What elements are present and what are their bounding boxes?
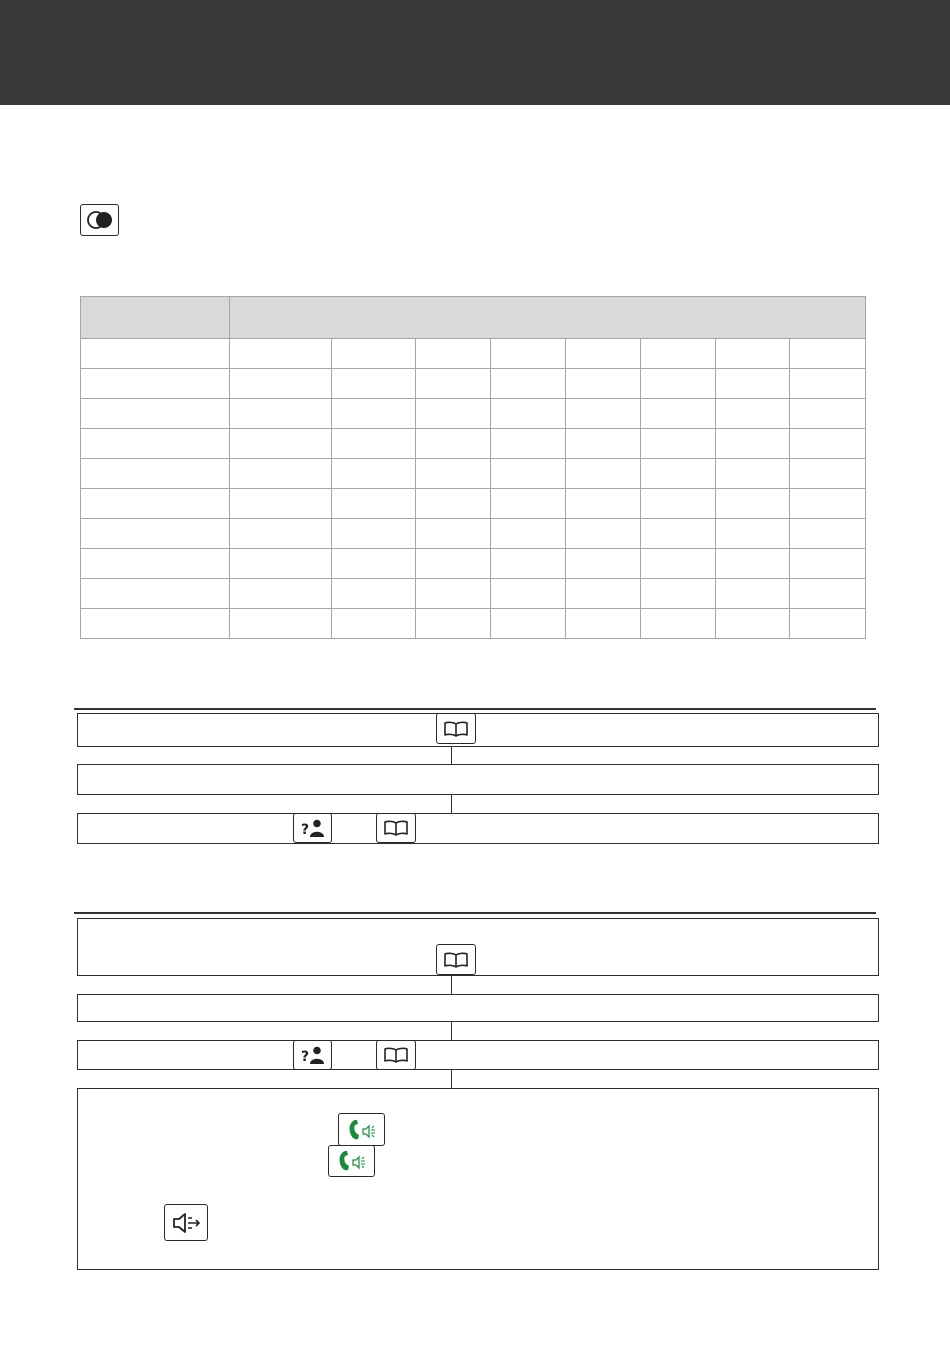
table-cell bbox=[332, 519, 416, 549]
table-cell bbox=[565, 399, 641, 429]
settings-table bbox=[80, 296, 866, 639]
table-cell bbox=[230, 579, 332, 609]
phonebook-key bbox=[376, 1040, 416, 1070]
table-cell bbox=[416, 519, 491, 549]
table-cell bbox=[715, 399, 790, 429]
table-cell bbox=[230, 519, 332, 549]
table-cell bbox=[565, 429, 641, 459]
table-row bbox=[81, 549, 866, 579]
table-cell bbox=[332, 429, 416, 459]
table-cell bbox=[565, 459, 641, 489]
table-cell bbox=[332, 339, 416, 369]
flow-connector bbox=[451, 1070, 452, 1088]
phonebook-icon bbox=[383, 1046, 409, 1064]
table-cell bbox=[416, 369, 491, 399]
table-cell bbox=[230, 609, 332, 639]
table-cell bbox=[641, 519, 716, 549]
table-cell bbox=[81, 339, 230, 369]
mode-toggle-key bbox=[80, 204, 119, 236]
table-cell bbox=[81, 519, 230, 549]
table-header-row bbox=[81, 297, 866, 339]
table-cell bbox=[332, 609, 416, 639]
table-cell bbox=[332, 549, 416, 579]
table-cell bbox=[790, 579, 866, 609]
table-cell bbox=[491, 519, 566, 549]
table-row bbox=[81, 399, 866, 429]
table-cell bbox=[81, 579, 230, 609]
table-cell bbox=[416, 429, 491, 459]
table-cell bbox=[491, 339, 566, 369]
caller-id-icon bbox=[300, 818, 326, 838]
table-cell bbox=[491, 609, 566, 639]
table-cell bbox=[491, 399, 566, 429]
table-cell bbox=[332, 459, 416, 489]
table-cell bbox=[641, 339, 716, 369]
phonebook-icon bbox=[443, 951, 469, 969]
table-cell bbox=[230, 369, 332, 399]
table-cell bbox=[565, 369, 641, 399]
phonebook-icon bbox=[383, 819, 409, 837]
table-cell bbox=[491, 579, 566, 609]
phonebook-key bbox=[436, 944, 476, 975]
flow-connector bbox=[451, 1022, 452, 1040]
table-row bbox=[81, 459, 866, 489]
table-row bbox=[81, 429, 866, 459]
flow-step bbox=[77, 1088, 879, 1270]
table-cell bbox=[641, 579, 716, 609]
table-cell bbox=[491, 459, 566, 489]
table-row bbox=[81, 339, 866, 369]
table-cell bbox=[565, 339, 641, 369]
table-cell bbox=[790, 519, 866, 549]
table-cell bbox=[491, 369, 566, 399]
table-cell bbox=[332, 489, 416, 519]
table-cell bbox=[715, 459, 790, 489]
table-cell bbox=[790, 369, 866, 399]
table-cell bbox=[416, 579, 491, 609]
speaker-icon bbox=[170, 1210, 202, 1236]
table-header-cell bbox=[81, 297, 230, 339]
flow-connector bbox=[451, 976, 452, 994]
table-cell bbox=[81, 489, 230, 519]
table-cell bbox=[790, 609, 866, 639]
table-cell bbox=[715, 429, 790, 459]
flow-step bbox=[77, 713, 879, 747]
table-cell bbox=[81, 429, 230, 459]
table-cell bbox=[790, 489, 866, 519]
table-cell bbox=[715, 519, 790, 549]
caller-id-icon bbox=[300, 1045, 326, 1065]
table-cell bbox=[715, 489, 790, 519]
svg-text:?: ? bbox=[300, 822, 309, 838]
table-cell bbox=[81, 399, 230, 429]
table-cell bbox=[81, 549, 230, 579]
flow-step bbox=[77, 764, 879, 795]
svg-text:?: ? bbox=[300, 1049, 309, 1065]
table-cell bbox=[81, 459, 230, 489]
table-cell bbox=[230, 489, 332, 519]
table-cell bbox=[81, 609, 230, 639]
table-cell bbox=[715, 579, 790, 609]
table-row bbox=[81, 369, 866, 399]
table-cell bbox=[416, 609, 491, 639]
phonebook-key bbox=[376, 813, 416, 843]
table-cell bbox=[715, 369, 790, 399]
table-cell bbox=[565, 519, 641, 549]
table-cell bbox=[641, 489, 716, 519]
flow-step bbox=[77, 813, 879, 844]
flow-connector bbox=[451, 795, 452, 813]
table-cell bbox=[230, 459, 332, 489]
table-cell bbox=[715, 609, 790, 639]
phonebook-icon bbox=[443, 720, 469, 738]
caller-id-key bbox=[293, 813, 332, 843]
speakerphone-key bbox=[338, 1113, 385, 1146]
table-cell bbox=[230, 429, 332, 459]
table-cell bbox=[641, 369, 716, 399]
flow-step bbox=[77, 994, 879, 1022]
table-cell bbox=[565, 549, 641, 579]
table-cell bbox=[416, 399, 491, 429]
table-cell bbox=[565, 579, 641, 609]
table-cell bbox=[715, 549, 790, 579]
section-rule bbox=[74, 912, 876, 914]
table-row bbox=[81, 489, 866, 519]
flow-step bbox=[77, 918, 879, 976]
table-cell bbox=[641, 549, 716, 579]
table-cell bbox=[790, 549, 866, 579]
table-cell bbox=[416, 339, 491, 369]
table-cell bbox=[790, 459, 866, 489]
table-cell bbox=[790, 399, 866, 429]
table-row bbox=[81, 519, 866, 549]
table-cell bbox=[565, 489, 641, 519]
table-cell bbox=[230, 549, 332, 579]
table-cell bbox=[332, 579, 416, 609]
table-cell bbox=[790, 339, 866, 369]
table-cell bbox=[416, 489, 491, 519]
speakerphone-icon bbox=[335, 1148, 369, 1174]
table-cell bbox=[491, 489, 566, 519]
table-row bbox=[81, 579, 866, 609]
phonebook-key bbox=[436, 713, 476, 744]
table-cell bbox=[81, 369, 230, 399]
speaker-key bbox=[164, 1204, 208, 1241]
table-cell bbox=[230, 399, 332, 429]
speakerphone-icon bbox=[345, 1117, 379, 1143]
table-cell bbox=[332, 399, 416, 429]
speakerphone-key bbox=[328, 1145, 375, 1177]
table-header-cell bbox=[230, 297, 866, 339]
header-bar bbox=[0, 0, 950, 105]
table-cell bbox=[715, 339, 790, 369]
table-cell bbox=[565, 609, 641, 639]
table-cell bbox=[641, 609, 716, 639]
table-cell bbox=[641, 459, 716, 489]
flow-step bbox=[77, 1040, 879, 1070]
flow-connector bbox=[451, 747, 452, 764]
table-cell bbox=[416, 459, 491, 489]
mode-toggle-icon bbox=[85, 209, 115, 231]
table-cell bbox=[641, 429, 716, 459]
table-cell bbox=[332, 369, 416, 399]
table-cell bbox=[790, 429, 866, 459]
caller-id-key bbox=[293, 1040, 332, 1070]
table-cell bbox=[641, 399, 716, 429]
table-cell bbox=[230, 339, 332, 369]
table-cell bbox=[416, 549, 491, 579]
section-rule bbox=[74, 708, 876, 710]
table-cell bbox=[491, 429, 566, 459]
table-cell bbox=[491, 549, 566, 579]
table-row bbox=[81, 609, 866, 639]
